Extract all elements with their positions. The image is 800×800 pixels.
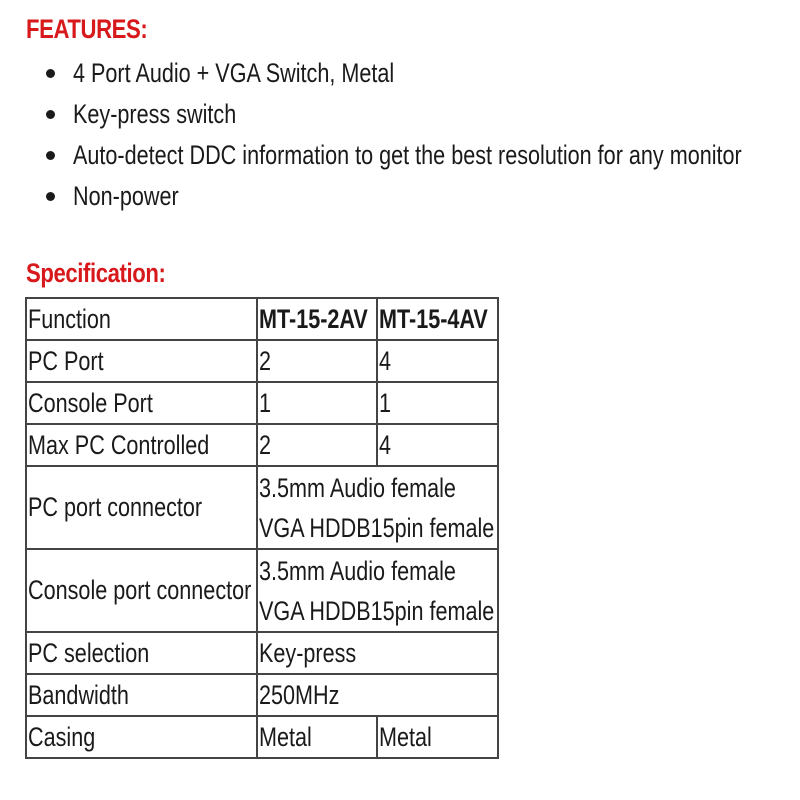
cell-value-multiline (259, 468, 494, 548)
header-text: MT-15-2AV (259, 304, 368, 334)
bullet-icon (46, 151, 55, 160)
feature-text: Auto-detect DDC information to get the best resolution for any monitor (73, 140, 742, 170)
table-cell (377, 424, 498, 466)
cell-value-multiline (259, 551, 494, 631)
specification-heading: Specification: (26, 258, 166, 288)
row-label (26, 549, 257, 632)
table-row (26, 716, 498, 758)
table-cell-merged (257, 549, 498, 632)
row-label-text: Max PC Controlled (28, 430, 210, 460)
row-label-text: Casing (28, 722, 96, 752)
cell-value: 1 (259, 388, 272, 418)
cell-value: 4 (379, 430, 392, 460)
table-cell (257, 340, 377, 382)
row-label-text: PC selection (28, 638, 150, 668)
cell-value: Metal (379, 722, 432, 752)
bullet-icon (46, 192, 55, 201)
bullet-icon (46, 69, 55, 78)
header-text: Function (28, 304, 111, 334)
table-row (26, 632, 498, 674)
bullet-icon (46, 110, 55, 119)
row-label (26, 424, 257, 466)
table-row (26, 340, 498, 382)
feature-text: 4 Port Audio + VGA Switch, Metal (73, 58, 395, 88)
table-cell-merged (257, 632, 498, 674)
cell-value: 250MHz (259, 680, 340, 710)
row-label-text: Console port connector (28, 575, 252, 605)
cell-value: 4 (379, 346, 392, 376)
row-label-text: Bandwidth (28, 680, 129, 710)
table-cell (257, 424, 377, 466)
row-label-text: Console Port (28, 388, 153, 418)
table-cell (257, 382, 377, 424)
row-label (26, 716, 257, 758)
table-row (26, 382, 498, 424)
table-cell (377, 716, 498, 758)
row-label (26, 466, 257, 549)
table-cell (257, 716, 377, 758)
row-label (26, 382, 257, 424)
table-cell (377, 382, 498, 424)
table-row (26, 674, 498, 716)
table-row (26, 466, 498, 549)
cell-value: 1 (379, 388, 392, 418)
cell-value: Metal (259, 722, 312, 752)
features-heading: FEATURES: (26, 14, 148, 44)
row-label (26, 674, 257, 716)
row-label (26, 340, 257, 382)
table-cell (377, 340, 498, 382)
header-cell-function (26, 298, 257, 340)
table-row (26, 424, 498, 466)
table-header-row (26, 298, 498, 340)
row-label (26, 632, 257, 674)
specification-table (25, 297, 499, 759)
cell-value: 2 (259, 430, 272, 460)
feature-text: Non-power (73, 181, 179, 211)
feature-text: Key-press switch (73, 99, 237, 129)
header-text: MT-15-4AV (379, 304, 488, 334)
cell-line: 3.5mm Audio female (259, 555, 456, 586)
header-cell-model-4av (377, 298, 498, 340)
cell-line: VGA HDDB15pin female (259, 512, 495, 543)
cell-line: 3.5mm Audio female (259, 472, 456, 503)
cell-line: VGA HDDB15pin female (259, 595, 495, 626)
table-row (26, 549, 498, 632)
header-cell-model-2av (257, 298, 377, 340)
cell-value: Key-press (259, 638, 357, 668)
table-cell-merged (257, 674, 498, 716)
row-label-text: PC Port (28, 346, 104, 376)
cell-value: 2 (259, 346, 272, 376)
table-cell-merged (257, 466, 498, 549)
row-label-text: PC port connector (28, 492, 203, 522)
